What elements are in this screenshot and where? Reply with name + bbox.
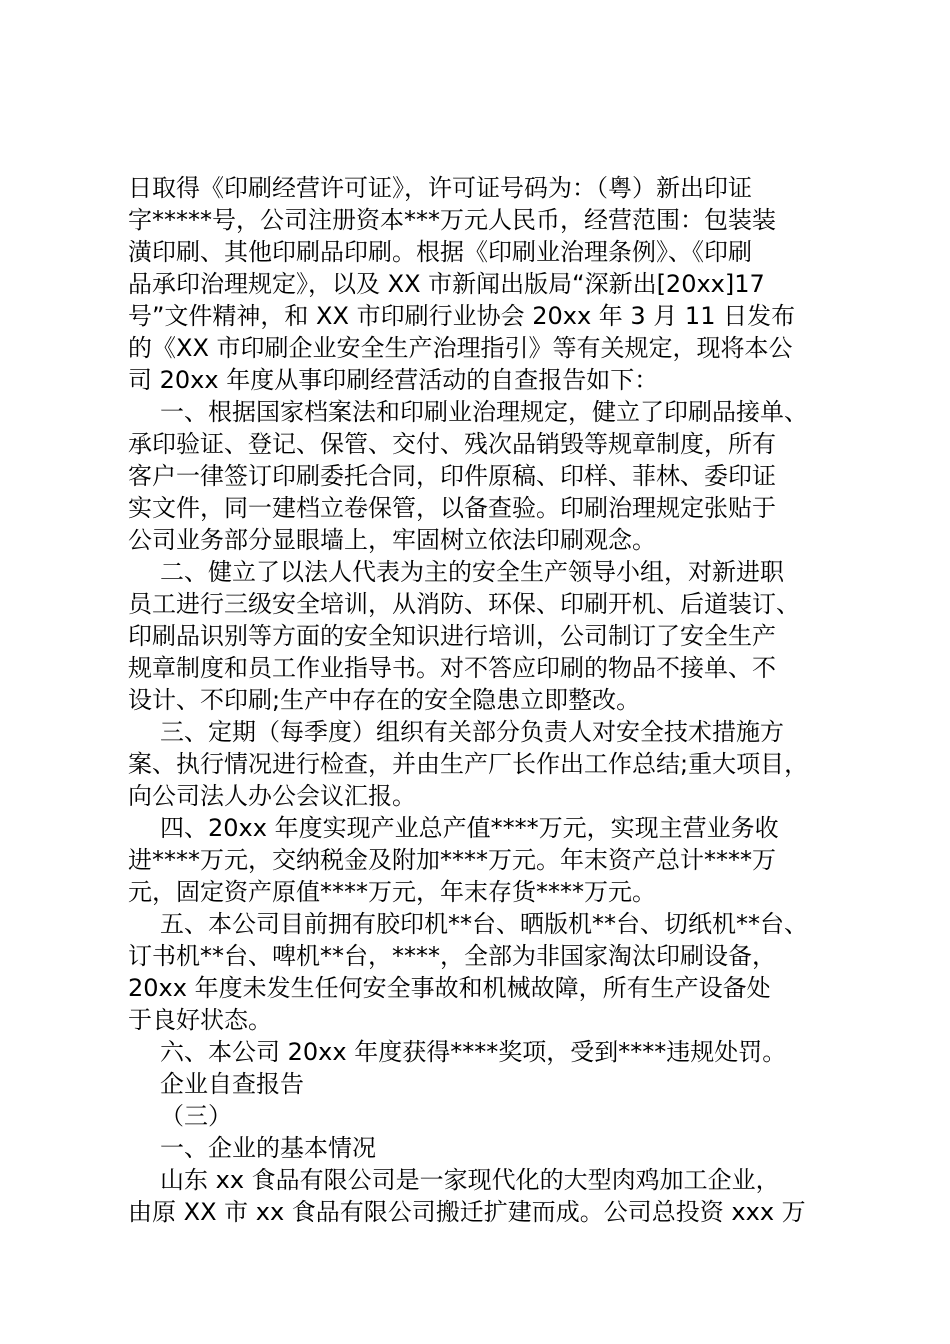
text-line: 的《XX 市印刷企业安全生产治理指引》等有关规定，现将本公 bbox=[128, 334, 793, 362]
paragraph-3-start: 三、定期（每季度）组织有关部分负责人对安全技术措施方 bbox=[160, 718, 784, 746]
paragraph-7-start: 山东 xx 食品有限公司是一家现代化的大型肉鸡加工企业， bbox=[160, 1166, 780, 1194]
text-line: 实文件，同一建档立卷保管，以备查验。印刷治理规定张贴于 bbox=[128, 494, 776, 522]
text-line: 司 20xx 年度从事印刷经营活动的自查报告如下： bbox=[128, 366, 659, 394]
text-line: 案、执行情况进行检查，并由生产厂长作出工作总结;重大项目， bbox=[128, 750, 809, 778]
text-line: 员工进行三级安全培训，从消防、环保、印刷开机、后道装订、 bbox=[128, 590, 800, 618]
section-title: 企业自查报告 bbox=[160, 1070, 304, 1098]
text-line: 号”文件精神，和 XX 市印刷行业协会 20xx 年 3 月 11 日发布 bbox=[128, 302, 796, 330]
paragraph-4-start: 四、20xx 年度实现产业总产值****万元，实现主营业务收 bbox=[160, 814, 779, 842]
paragraph-6-start: 六、本公司 20xx 年度获得****奖项，受到****违规处罚。 bbox=[160, 1038, 787, 1066]
text-line: 日取得《印刷经营许可证》，许可证号码为：（粤）新出印证 bbox=[128, 174, 752, 202]
text-line: 订书机**台、啤机**台，****，全部为非国家淘汰印刷设备， bbox=[128, 942, 776, 970]
text-line: 进****万元，交纳税金及附加****万元。年末资产总计****万 bbox=[128, 846, 776, 874]
text-line: 承印验证、登记、保管、交付、残次品销毁等规章制度，所有 bbox=[128, 430, 776, 458]
text-line: 公司业务部分显眼墙上，牢固树立依法印刷观念。 bbox=[128, 526, 656, 554]
text-line: 向公司法人办公会议汇报。 bbox=[128, 782, 416, 810]
section-number: （三） bbox=[160, 1102, 232, 1130]
text-line: 元，固定资产原值****万元，年末存货****万元。 bbox=[128, 878, 656, 906]
text-line: 潢印刷、其他印刷品印刷。根据《印刷业治理条例》、《印刷 bbox=[128, 238, 752, 266]
text-line: 规章制度和员工作业指导书。对不答应印刷的物品不接单、不 bbox=[128, 654, 776, 682]
paragraph-2-start: 二、健立了以法人代表为主的安全生产领导小组，对新进职 bbox=[160, 558, 784, 586]
paragraph-1-start: 一、根据国家档案法和印刷业治理规定，健立了印刷品接单、 bbox=[160, 398, 808, 426]
text-line: 20xx 年度未发生任何安全事故和机械故障，所有生产设备处 bbox=[128, 974, 771, 1002]
text-line: 印刷品识别等方面的安全知识进行培训，公司制订了安全生产 bbox=[128, 622, 776, 650]
text-line: 由原 XX 市 xx 食品有限公司搬迁扩建而成。公司总投资 xxx 万 bbox=[128, 1198, 806, 1226]
text-line: 客户一律签订印刷委托合同，印件原稿、印样、菲林、委印证 bbox=[128, 462, 776, 490]
paragraph-5-start: 五、本公司目前拥有胶印机**台、晒版机**台、切纸机**台、 bbox=[160, 910, 808, 938]
text-line: 字*****号，公司注册资本***万元人民币，经营范围：包装装 bbox=[128, 206, 776, 234]
text-line: 品承印治理规定》，以及 XX 市新闻出版局“深新出[20xx]17 bbox=[128, 270, 765, 298]
text-line: 设计、不印刷;生产中存在的安全隐患立即整改。 bbox=[128, 686, 641, 714]
text-line: 于良好状态。 bbox=[128, 1006, 272, 1034]
subsection-heading: 一、企业的基本情况 bbox=[160, 1134, 376, 1162]
